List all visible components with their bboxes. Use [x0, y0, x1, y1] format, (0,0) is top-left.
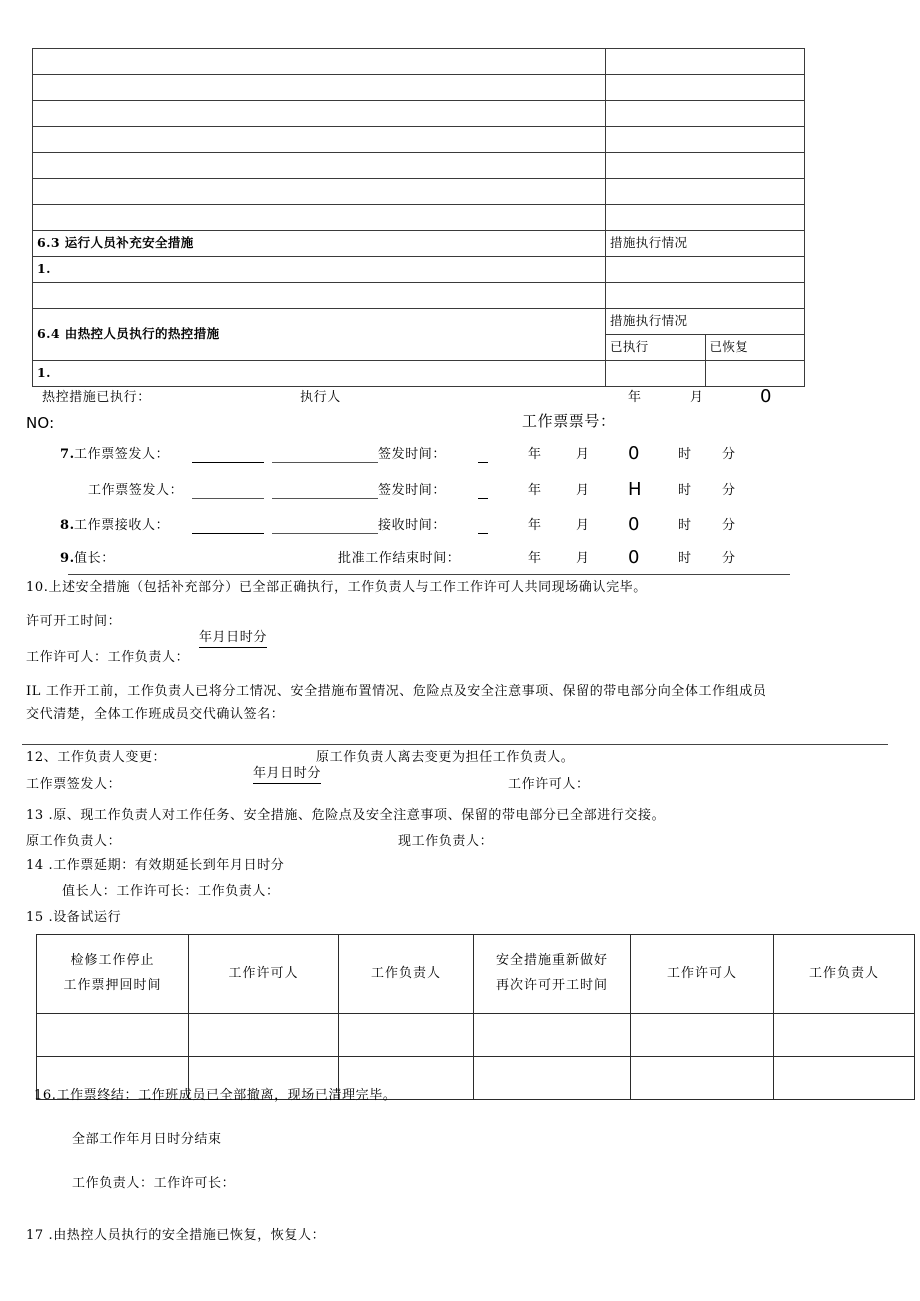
item-7-issuer-label: 工作票签发人：	[74, 447, 170, 462]
item-7-issuer-blank-1[interactable]	[192, 462, 264, 463]
status-cell[interactable]	[606, 205, 805, 231]
trial-header-permitter-1: 工作许可人	[189, 935, 339, 1014]
item-7-number: 7.	[60, 447, 75, 462]
item-9-minute-unit: 分	[722, 551, 736, 566]
item-11-text-line-1: IL 工作开工前，工作负责人已将分工情况、安全措施布置情况、危险点及安全注意事项、保留的带电部分向全体工作组成员	[26, 684, 767, 699]
measures-table-body	[33, 49, 805, 387]
trial-cell[interactable]	[474, 1057, 631, 1100]
item-14-text: 14 .工作票延期：有效期延长到年月日时分	[26, 858, 285, 873]
trial-header-permitter-2: 工作许可人	[631, 935, 774, 1014]
trial-cell[interactable]	[774, 1057, 915, 1100]
item-7-minute-unit: 分	[722, 447, 736, 462]
trial-cell[interactable]	[189, 1014, 339, 1057]
item-8-receive-time-label: 接收时间：	[378, 518, 447, 533]
section-6-4-label: 6.4 由热控人员执行的热控措施	[37, 326, 220, 342]
trial-header-responsible-1: 工作负责人	[339, 935, 474, 1014]
item-16-signature-labels: 工作负责人：工作许可长：	[72, 1176, 236, 1191]
item-12-issuer-label: 工作票签发人：	[26, 777, 122, 792]
item-9-approve-end-time-label: 批准工作结束时间：	[338, 551, 461, 566]
item-13-new-responsible-label: 现工作负责人：	[398, 834, 494, 849]
trial-cell[interactable]	[37, 1014, 189, 1057]
section-6-3-item-number: 1.	[33, 257, 606, 283]
section-6-3-item-status[interactable]	[606, 257, 805, 283]
item-8-year-unit: 年	[528, 518, 542, 533]
status-cell[interactable]	[606, 101, 805, 127]
item-13-text: 13 .原、现工作负责人对工作任务、安全措施、危险点及安全注意事项、保留的带电部分已全部进行交接。	[26, 808, 666, 823]
item-7-issue-time-label: 签发时间：	[378, 447, 447, 462]
item-7-hour-unit: 时	[678, 447, 692, 462]
trial-cell[interactable]	[774, 1014, 915, 1057]
item-7-issuer-blank-2[interactable]	[272, 462, 378, 463]
table-row	[33, 153, 805, 179]
section-6-3-item-row	[33, 257, 805, 283]
item-9-hour-unit: 时	[678, 551, 692, 566]
item-8-time-blank[interactable]	[478, 533, 488, 534]
item-7-time-blank[interactable]	[478, 462, 488, 463]
divider-under-item-9	[68, 574, 790, 575]
section-6-4-label-cell	[33, 309, 606, 361]
safety-measures-table	[32, 48, 805, 387]
trial-cell[interactable]	[339, 1014, 474, 1057]
item-14-signature-labels: 值长人：工作许可长：工作负责人：	[62, 884, 280, 899]
item-7b-issuer-blank-1[interactable]	[192, 498, 264, 499]
measure-cell[interactable]	[33, 179, 606, 205]
measure-cell[interactable]	[33, 205, 606, 231]
equipment-trial-run-table	[36, 934, 915, 1100]
item-12-datetime-value[interactable]	[234, 750, 321, 800]
trial-header-repermit-time	[474, 935, 631, 1014]
item-8-month-unit: 月	[576, 518, 590, 533]
section-6-4-subheader-restored: 已恢复	[705, 335, 805, 361]
item-13-old-responsible-label: 原工作负责人：	[26, 834, 122, 849]
item-9-shift-leader-label: 值长：	[74, 551, 115, 566]
thermal-measures-done-label: 热控措施已执行：	[42, 390, 151, 405]
table-row	[37, 1014, 915, 1057]
table-row	[33, 179, 805, 205]
status-cell[interactable]	[606, 179, 805, 205]
item-12-tail-text: 原工作负责人离去变更为担任工作负责人。	[316, 750, 575, 765]
table-row	[33, 75, 805, 101]
item-12-permitter-label: 工作许可人：	[508, 777, 590, 792]
status-cell[interactable]	[606, 127, 805, 153]
section-6-4-restored-cell[interactable]	[705, 361, 805, 387]
status-cell[interactable]	[606, 49, 805, 75]
section-6-3-status-header: 措施执行情况	[606, 231, 805, 257]
item-7-year-unit: 年	[528, 447, 542, 462]
trial-table-header-row	[37, 935, 915, 1014]
section-6-3-label: 6.3 运行人员补充安全措施	[33, 231, 606, 257]
table-row	[33, 101, 805, 127]
day-placeholder-1: 0	[760, 386, 772, 407]
item-17-text: 17 .由热控人员执行的安全措施已恢复，恢复人：	[26, 1228, 326, 1243]
item-9-day-placeholder: 0	[628, 547, 640, 568]
item-7b-issuer-label: 工作票签发人：	[88, 483, 184, 498]
section-6-4-status-header: 措施执行情况	[606, 309, 805, 335]
item-7b-time-blank[interactable]	[478, 498, 488, 499]
item-8-receiver-blank-2[interactable]	[272, 533, 378, 534]
measure-cell[interactable]	[33, 283, 606, 309]
item-8-receiver-label: 工作票接收人：	[74, 518, 170, 533]
item-16-all-work-end-text: 全部工作年月日时分结束	[72, 1132, 222, 1147]
item-7b-issuer-blank-2[interactable]	[272, 498, 378, 499]
item-8-minute-unit: 分	[722, 518, 736, 533]
table-row	[33, 49, 805, 75]
trial-header-repermit-time-line2: 再次许可开工时间	[495, 978, 608, 993]
item-7b-minute-unit: 分	[722, 483, 736, 498]
section-6-3-header-row	[33, 231, 805, 257]
item-7-day-placeholder: 0	[628, 443, 640, 464]
item-15-text: 15 .设备试运行	[26, 910, 122, 925]
item-8-hour-unit: 时	[678, 518, 692, 533]
item-8-day-placeholder: 0	[628, 514, 640, 535]
measure-cell[interactable]	[33, 153, 606, 179]
divider-above-item-12	[22, 744, 888, 745]
trial-cell[interactable]	[631, 1014, 774, 1057]
trial-cell[interactable]	[631, 1057, 774, 1100]
item-7b-day-placeholder: H	[628, 479, 642, 500]
section-6-4-item-row	[33, 361, 805, 387]
item-9-year-unit: 年	[528, 551, 542, 566]
ticket-number-label: 工作票票号：	[522, 412, 616, 430]
item-7b-issue-time-label: 签发时间：	[378, 483, 447, 498]
section-6-4-executed-cell[interactable]	[606, 361, 706, 387]
item-10-text: 10.上述安全措施（包括补充部分）已全部正确执行，工作负责人与工作工作许可人共同现场确认完毕。	[26, 580, 647, 595]
item-7b-year-unit: 年	[528, 483, 542, 498]
item-12-label: 12、工作负责人变更：	[26, 750, 167, 765]
section-6-4-status-header-row	[33, 309, 805, 335]
trial-header-repermit-time-line1: 安全措施重新做好	[495, 953, 608, 969]
measure-cell[interactable]	[33, 75, 606, 101]
trial-header-stop-time	[37, 935, 189, 1014]
item-7b-hour-unit: 时	[678, 483, 692, 498]
measure-cell[interactable]	[33, 49, 606, 75]
table-row	[33, 205, 805, 231]
trial-cell[interactable]	[474, 1014, 631, 1057]
table-row	[33, 283, 805, 309]
permit-start-time-value[interactable]	[180, 614, 267, 664]
item-8-number: 8.	[60, 518, 75, 533]
item-11-text-line-2: 交代清楚，全体工作班成员交代确认签名：	[26, 707, 285, 722]
item-7b-month-unit: 月	[576, 483, 590, 498]
item-8-receiver-blank-1[interactable]	[192, 533, 264, 534]
item-9-number: 9.	[60, 551, 75, 566]
status-cell[interactable]	[606, 283, 805, 309]
item-7-month-unit: 月	[576, 447, 590, 462]
measure-cell[interactable]	[33, 127, 606, 153]
permit-start-time-underline: 年月日时分	[199, 630, 267, 647]
status-cell[interactable]	[606, 153, 805, 179]
permit-start-time-label: 许可开工时间：	[26, 614, 122, 629]
trial-header-stop-time-line1: 检修工作停止	[70, 953, 155, 969]
month-unit-1: 月	[690, 390, 704, 405]
table-row	[33, 127, 805, 153]
measure-cell[interactable]	[33, 101, 606, 127]
section-6-4-item-number: 1.	[33, 361, 606, 387]
status-cell[interactable]	[606, 75, 805, 101]
no-label: NO:	[26, 414, 55, 432]
section-6-4-subheader-executed: 已执行	[606, 335, 706, 361]
year-unit-1: 年	[628, 390, 642, 405]
trial-header-stop-time-line2: 工作票押回时间	[63, 978, 162, 993]
permitter-and-responsible-label: 工作许可人：工作负责人：	[26, 650, 190, 665]
executor-label: 执行人	[300, 390, 341, 405]
trial-header-responsible-2: 工作负责人	[774, 935, 915, 1014]
item-12-datetime-underline: 年月日时分	[253, 766, 321, 783]
item-16-text: 16.工作票终结：工作班成员已全部撤离，现场已清理完毕。	[34, 1088, 397, 1103]
trial-table-body	[37, 935, 915, 1100]
item-9-month-unit: 月	[576, 551, 590, 566]
